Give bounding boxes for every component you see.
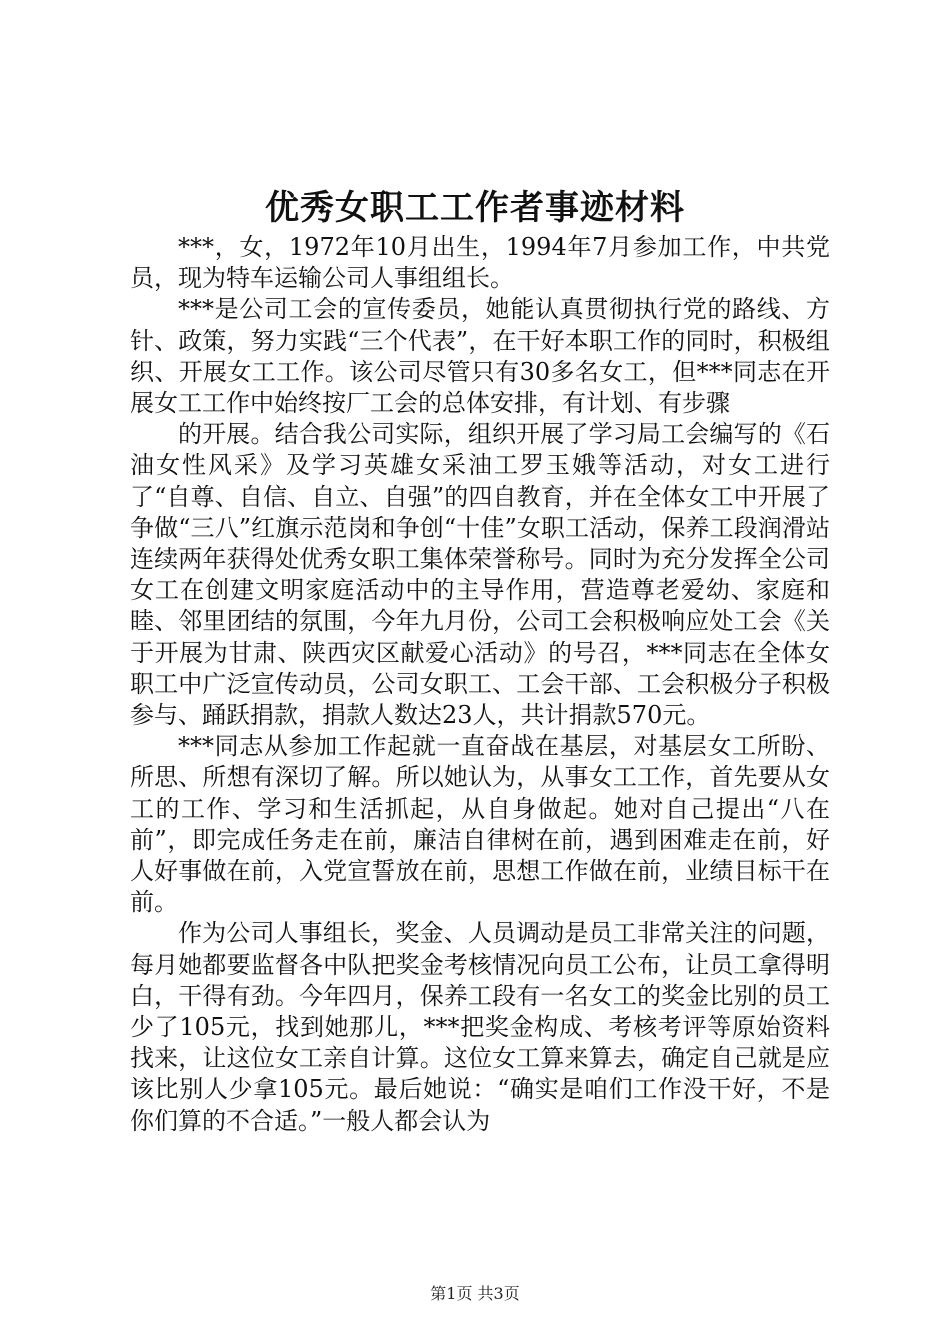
page-number-footer: 第1页 共3页 xyxy=(430,1284,520,1303)
document-body xyxy=(130,232,830,1137)
paragraph-1: ***，女，1972年10月出生，1994年7月参加工作，中共党员，现为特车运输公司人事组组长。 xyxy=(130,233,830,293)
paragraph-4: ***同志从参加工作起就一直奋战在基层，对基层女工所盼、所思、所想有深切了解。所以她认为，从事女工工作，首先要从女工的工作、学习和生活抓起，从自身做起。她对自己提出“八在前”，即完成任务走在前，廉洁自律树在前，遇到困难走在前，好人好事做在前，入党宣誓放在前，思想工作做在前，业绩目标干在前。 xyxy=(130,732,830,917)
paragraph-5: 作为公司人事组长，奖金、人员调动是员工非常关注的问题，每月她都要监督各中队把奖金考核情况向员工公布，让员工拿得明白，干得有劲。今年四月，保养工段有一名女工的奖金比别的员工少了105元，找到她那儿，***把奖金构成、考核考评等原始资料找来，让这位女工亲自计算。这位女工算来算去，确定自己就是应该比别人少拿105元。最后她说：“确实是咱们工作没干好，不是你们算的不合适。”一般人都会认为 xyxy=(130,919,830,1135)
paragraph-2: ***是公司工会的宣传委员，她能认真贯彻执行党的路线、方针、政策，努力实践“三个代表”，在干好本职工作的同时，积极组织、开展女工工作。该公司尽管只有30多名女工，但***同志在开展女工工作中始终按厂工会的总体安排，有计划、有步骤 xyxy=(130,295,830,418)
paragraph-3: 的开展。结合我公司实际，组织开展了学习局工会编写的《石油女性风采》及学习英雄女采油工罗玉娥等活动，对女工进行了“自尊、自信、自立、自强”的四自教育，并在全体女工中开展了争做“三八”红旗示范岗和争创“十佳”女职工活动，保养工段润滑站连续两年获得处优秀女职工集体荣誉称号。同时为充分发挥全公司女工在创建文明家庭活动中的主导作用，营造尊老爱幼、家庭和睦、邻里团结的氛围，今年九月份，公司工会积极响应处工会《关于开展为甘肃、陕西灾区献爱心活动》的号召，***同志在全体女职工中广泛宣传动员，公司女职工、工会干部、工会积极分子积极参与、踊跃捐款，捐款人数达23人，共计捐款570元。 xyxy=(130,420,830,730)
document-title: 优秀女职工工作者事迹材料 xyxy=(265,188,685,228)
